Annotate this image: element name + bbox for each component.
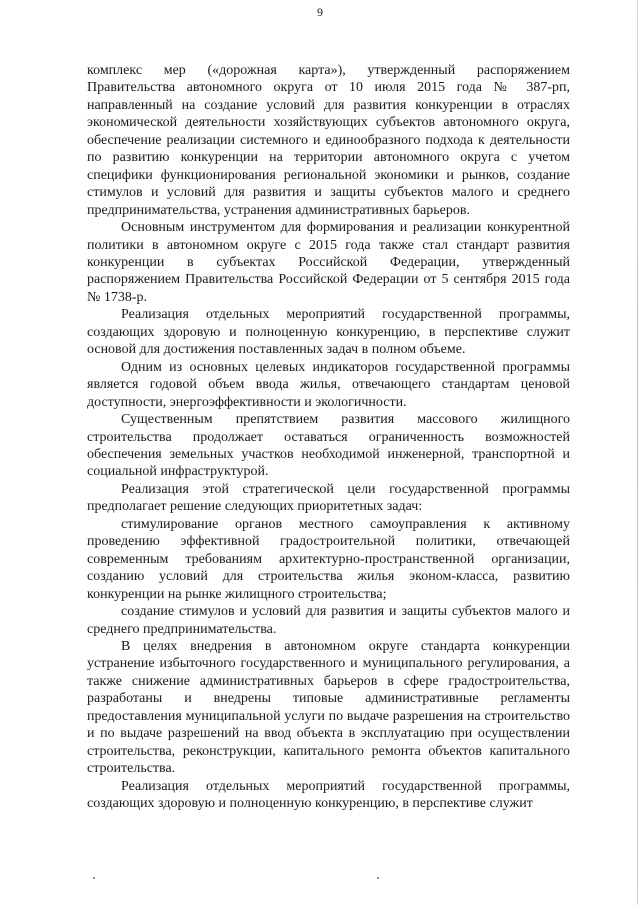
paragraph-2: Основным инструментом для формирования и реализации конкурентной политики в автономном округе с 2015 года также стал стандарт развития конкуренции в субъектах Российской Федерации, утвержденный распоряжением Правительства Российской Федерации от 5 сентября 2015 года № 1738-р. (87, 220, 570, 305)
page-number: 9 (317, 5, 323, 19)
scan-speck (93, 877, 95, 879)
scan-speck (377, 877, 379, 879)
document-body (87, 62, 570, 812)
paragraph-3: Реализация отдельных мероприятий государственной программы, создающих здоровую и полноценную конкуренцию, в перспективе служит основой для достижения поставленных задач в полном объеме. (87, 307, 570, 358)
paragraph-5: Существенным препятствием развития массового жилищного строительства продолжает оставаться ограниченность возможностей обеспечения земельных участков необходимой инженерной, транспортной и социальной инфраструктурой. (87, 412, 570, 480)
paragraph-4: Одним из основных целевых индикаторов государственной программы является годовой объем ввода жилья, отвечающего стандартам ценовой доступности, энергоэффективности и экологичности. (87, 359, 570, 410)
paragraph-8: Реализация отдельных мероприятий государственной программы, создающих здоровую и полноценную конкуренцию, в перспективе служит (87, 778, 570, 812)
paragraph-7: В целях внедрения в автономном округе стандарта конкуренции устранение избыточного государственного и муниципального регулирования, а также снижение административных барьеров в сфере градостроительства, разработаны и внедрены типовые административные регламенты предоставления муниципальной услуги по выдаче разрешения на строительство и по выдаче разрешений на ввод объекта в эксплуатацию при осуществлении строительства, реконструкции, капитального ремонта объектов капитального строительства. (87, 638, 570, 777)
task-item-1: стимулирование органов местного самоуправления к активному проведению эффективной градостроительной политики, отвечающей современным требованиям архитектурно-пространственной организации, созданию условий для строительства жилья эконом-класса, развитию конкуренции на рынке жилищного строительства; (87, 516, 570, 602)
paragraph-1: комплекс мер («дорожная карта»), утвержденный распоряжением Правительства автономного округа от 10 июля 2015 года № 387-рп, направленный на создание условий для развития конкуренции в отраслях экономической деятельности хозяйствующих субъектов автономного округа, обеспечение реализации системного и единообразного подхода к деятельности по развитию конкуренции на территории автономного округа с учетом специфики функционирования региональной экономики и рынков, создание стимулов и условий для развития и защиты субъектов малого и среднего предпринимательства, устранения административных барьеров. (87, 63, 570, 218)
task-item-2: создание стимулов и условий для развития и защиты субъектов малого и среднего предпринимательства. (87, 604, 570, 637)
scan-edge-line (637, 0, 638, 905)
paragraph-6: Реализация этой стратегической цели государственной программы предполагает решение следующих приоритетных задач: (87, 481, 570, 515)
